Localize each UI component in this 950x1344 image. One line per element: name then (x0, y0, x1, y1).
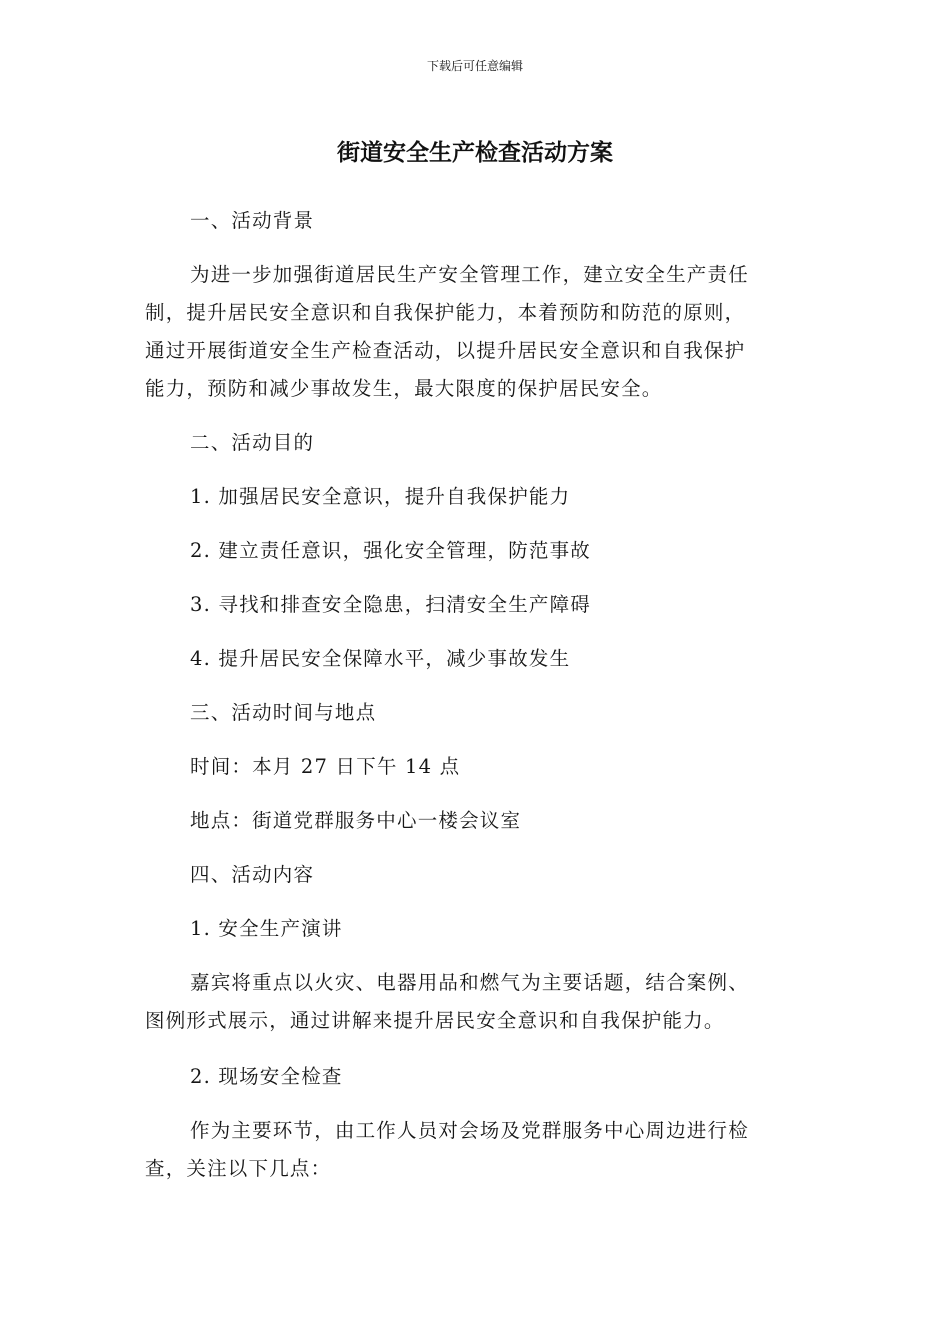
section-heading-time-place: 三、活动时间与地点 (190, 701, 377, 724)
list-item: 2. 建立责任意识，强化安全管理，防范事故 (190, 539, 592, 562)
section-heading-content: 四、活动内容 (190, 863, 315, 886)
paragraph-line: 查，关注以下几点： (145, 1157, 332, 1180)
content-item-speech: 1. 安全生产演讲 (190, 917, 343, 940)
paragraph-line: 为进一步加强街道居民生产安全管理工作，建立安全生产责任 (190, 263, 749, 286)
list-item: 4. 提升居民安全保障水平，减少事故发生 (190, 647, 571, 670)
paragraph-line: 制，提升居民安全意识和自我保护能力，本着预防和防范的原则， (145, 301, 746, 324)
header-note: 下载后可任意编辑 (426, 59, 523, 73)
section-heading-purpose: 二、活动目的 (190, 431, 315, 454)
content-item-inspection: 2. 现场安全检查 (190, 1065, 343, 1088)
paragraph-line: 嘉宾将重点以火灾、电器用品和燃气为主要话题，结合案例、 (190, 971, 749, 994)
event-place: 地点：街道党群服务中心一楼会议室 (190, 809, 522, 832)
list-item: 1. 加强居民安全意识，提升自我保护能力 (190, 485, 571, 508)
paragraph-line: 图例形式展示，通过讲解来提升居民安全意识和自我保护能力。 (145, 1009, 725, 1032)
list-item: 3. 寻找和排查安全隐患，扫清安全生产障碍 (190, 593, 592, 616)
paragraph-line: 作为主要环节，由工作人员对会场及党群服务中心周边进行检 (190, 1119, 749, 1142)
event-time: 时间：本月 27 日下午 14 点 (190, 755, 461, 778)
paragraph-line: 能力，预防和减少事故发生，最大限度的保护居民安全。 (145, 377, 663, 400)
paragraph-line: 通过开展街道安全生产检查活动，以提升居民安全意识和自我保护 (145, 339, 746, 362)
section-heading-background: 一、活动背景 (190, 209, 315, 232)
document-title: 街道安全生产检查活动方案 (337, 140, 613, 166)
